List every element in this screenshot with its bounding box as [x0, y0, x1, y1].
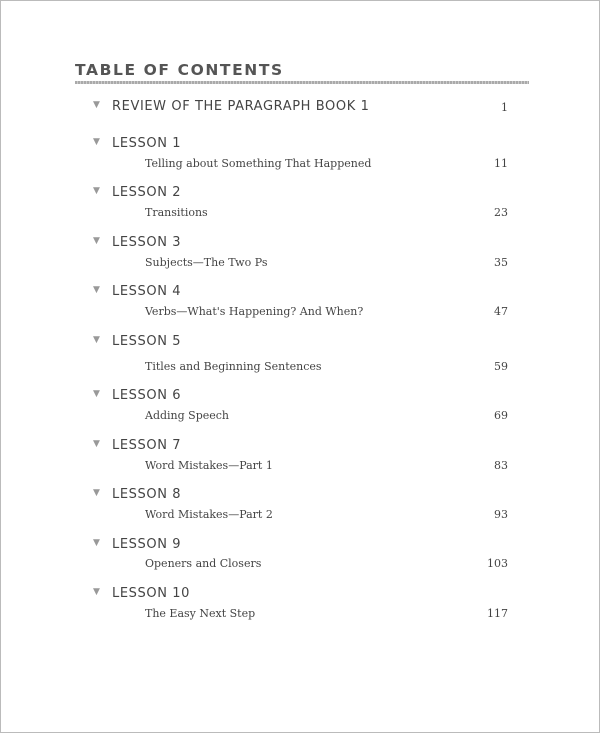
- triangle-bullet-icon: ▼: [93, 100, 100, 110]
- page-title: TABLE OF CONTENTS: [75, 61, 284, 79]
- page-number: 117: [487, 607, 508, 620]
- lesson-heading: LESSON 4: [112, 284, 182, 299]
- lesson-subtitle: Telling about Something That Happened: [145, 157, 372, 170]
- lesson-subtitle: Subjects—The Two Ps: [145, 256, 268, 269]
- lesson-subtitle: Openers and Closers: [145, 557, 262, 570]
- lesson-heading: LESSON 3: [112, 235, 182, 250]
- page-number: 1: [501, 101, 508, 114]
- triangle-bullet-icon: ▼: [93, 186, 100, 196]
- page-number: 11: [494, 157, 508, 170]
- lesson-subtitle: Verbs—What's Happening? And When?: [145, 305, 364, 318]
- page-number: 47: [494, 305, 508, 318]
- lesson-subtitle: Word Mistakes—Part 2: [145, 508, 273, 521]
- triangle-bullet-icon: ▼: [93, 236, 100, 246]
- page-number: 23: [494, 206, 508, 219]
- triangle-bullet-icon: ▼: [93, 285, 100, 295]
- triangle-bullet-icon: ▼: [93, 335, 100, 345]
- page-number: 103: [487, 557, 508, 570]
- triangle-bullet-icon: ▼: [93, 137, 100, 147]
- triangle-bullet-icon: ▼: [93, 538, 100, 548]
- lesson-subtitle: Adding Speech: [145, 409, 230, 422]
- lesson-heading: LESSON 2: [112, 185, 182, 200]
- lesson-subtitle: Titles and Beginning Sentences: [145, 360, 322, 373]
- lesson-heading: LESSON 10: [112, 586, 190, 601]
- entry-heading: REVIEW OF THE PARAGRAPH BOOK 1: [112, 99, 370, 114]
- page-number: 93: [494, 508, 508, 521]
- triangle-bullet-icon: ▼: [93, 488, 100, 498]
- title-rule: [75, 81, 529, 84]
- lesson-heading: LESSON 8: [112, 487, 182, 502]
- triangle-bullet-icon: ▼: [93, 587, 100, 597]
- lesson-heading: LESSON 9: [112, 537, 182, 552]
- lesson-heading: LESSON 7: [112, 438, 182, 453]
- lesson-heading: LESSON 1: [112, 136, 182, 151]
- page-number: 59: [494, 360, 508, 373]
- triangle-bullet-icon: ▼: [93, 439, 100, 449]
- page-number: 69: [494, 409, 508, 422]
- lesson-subtitle: The Easy Next Step: [145, 607, 256, 620]
- page-number: 83: [494, 459, 508, 472]
- lesson-subtitle: Word Mistakes—Part 1: [145, 459, 273, 472]
- page-number: 35: [494, 256, 508, 269]
- lesson-subtitle: Transitions: [145, 206, 208, 219]
- lesson-heading: LESSON 6: [112, 388, 182, 403]
- lesson-heading: LESSON 5: [112, 334, 182, 349]
- triangle-bullet-icon: ▼: [93, 389, 100, 399]
